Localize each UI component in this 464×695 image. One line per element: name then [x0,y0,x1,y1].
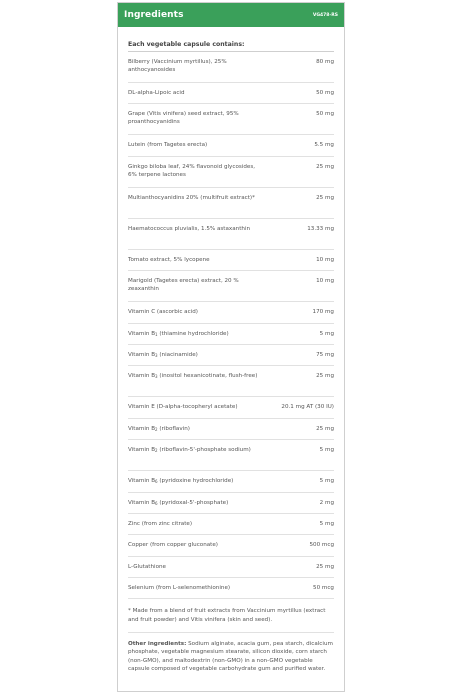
ingredient-name [128,277,258,293]
ingredient-name [128,330,258,338]
panel-header [118,3,344,27]
ingredient-name-suffix: (niacinamide) [157,351,198,358]
ingredient-name-text: Vitamin B [128,478,156,485]
ingredient-name-suffix: (pyridoxal-5'-phosphate) [157,499,229,506]
table-row [128,52,334,83]
ingredient-amount: 25 mg [316,194,334,201]
ingredient-name-text: Vitamin B [128,330,156,337]
table-row [128,135,334,156]
ingredient-name-suffix: (riboflavin-5'-phosphate sodium) [157,447,251,454]
table-row [128,471,334,492]
table-row [128,493,334,514]
table-row [128,535,334,556]
ingredient-name-text: Ginkgo biloba leaf, 24% flavonoid glycosides, 6% terpene lactones [128,163,256,178]
ingredient-amount: 500 mcg [309,542,334,549]
ingredient-amount: 25 mg [316,563,334,570]
ingredient-amount: 5 mg [319,520,334,527]
ingredient-name-text: DL-alpha-Lipoic acid [128,90,185,96]
ingredient-name [128,141,258,149]
ingredient-name-text: Lutein (from Tagetes erecta) [128,142,208,149]
ingredient-name [128,372,258,380]
ingredient-amount: 75 mg [316,351,334,358]
ingredient-name-text: Grape (Vitis vinifera) seed extract, 95% proanthocyanidins [128,111,239,126]
ingredient-name-text: Vitamin C (ascorbic acid) [128,309,198,316]
ingredient-amount: 5 mg [319,447,334,454]
ingredient-name-text: Zinc (from zinc citrate) [128,520,193,527]
ingredient-name-text: L-Glutathione [128,563,166,570]
table-row [128,104,334,135]
ingredient-amount: 10 mg [316,256,334,263]
ingredient-amount: 2 mg [319,499,334,506]
ingredient-amount: 25 mg [316,425,334,432]
panel-title: Ingredients [124,10,184,20]
vitamin-subscript: 6 [155,479,158,485]
ingredient-name-text: Vitamin B [128,373,156,380]
ingredient-amount: 5 mg [319,478,334,485]
ingredient-name-text: Vitamin B [128,499,156,506]
ingredient-name-text: Vitamin E (D-alpha-tocopheryl acetate) [128,404,238,411]
ingredient-amount: 13.33 mg [307,225,334,232]
footnote: * Made from a blend of fruit extracts from Vaccinium myrtillus (extract and fruit powder) and Vitis vinifera (skin and seed). [128,599,334,633]
ingredient-amount: 50 mg [316,90,334,96]
ingredient-name-text: Vitamin B [128,447,156,454]
table-row [128,557,334,578]
ingredient-name [128,163,258,179]
table-row [128,578,334,599]
ingredient-amount: 50 mcg [313,585,334,592]
ingredient-name-suffix: (riboflavin) [157,425,190,432]
other-ingredients-label: Other ingredients: [128,641,187,648]
ingredient-name-text: Haematococcus pluvialis, 1.5% astaxanthin [128,225,251,232]
vitamin-subscript: 6 [155,500,158,506]
ingredient-amount: 25 mg [316,163,334,170]
ingredient-name [128,584,258,592]
ingredient-name-text: Vitamin B [128,425,156,432]
ingredients-panel [117,2,345,692]
ingredient-name-suffix: (pyridoxine hydrochloride) [157,478,234,485]
ingredient-amount: 5.5 mg [314,142,334,149]
vitamin-subscript: 3 [155,352,158,358]
table-row [128,302,334,323]
ingredient-table [128,52,334,599]
ingredient-name-text: Vitamin B [128,351,156,358]
ingredient-name [128,541,258,549]
ingredient-amount: 170 mg [312,309,334,316]
ingredient-name [128,194,258,202]
ingredient-name [128,499,258,507]
ingredient-name-text: Bilberry (Vaccinium myrtillus), 25% anthocyanosides [128,59,227,73]
ingredient-name [128,403,258,411]
table-row [128,440,334,471]
ingredient-name-text: Selenium (from L-selenomethionine) [128,585,231,592]
ingredient-amount: 25 mg [316,373,334,380]
vitamin-subscript: 2 [155,426,158,432]
ingredient-name-text: Marigold (Tagetes erecta) extract, 20 % zeaxanthin [128,278,239,293]
table-row [128,188,334,219]
ingredient-amount: 5 mg [319,330,334,337]
ingredient-name [128,225,258,233]
table-row [128,250,334,271]
ingredient-name-text: Copper (from copper gluconate) [128,542,218,549]
ingredient-amount: 10 mg [316,278,334,285]
ingredient-amount: 80 mg [316,59,334,65]
table-row [128,271,334,302]
vitamin-subscript: 3 [155,374,158,380]
ingredient-name [128,110,258,126]
ingredient-name [128,520,258,528]
ingredient-amount: 50 mg [316,111,334,118]
other-ingredients-text: Sodium alginate, acacia gum, pea starch, dicalcium phosphate, vegetable magnesium stearate, silicon dioxide, corn starch (non-GMO), and maltodextrin (non-GMO) in a non-GMO vegetable capsule composed of vegetable carbohydrate gum and purified water. [128,641,333,672]
intro-line: Each vegetable capsule contains: [128,27,334,52]
vitamin-subscript: 2 [155,448,158,454]
table-row [128,397,334,418]
ingredient-name [128,425,258,433]
ingredient-name-text: Multianthocyanidins 20% (multifruit extract)* [128,194,255,201]
table-row [128,514,334,535]
ingredient-name [128,58,258,74]
ingredient-name [128,446,258,454]
ingredient-name [128,477,258,485]
other-ingredients [128,633,334,673]
ingredient-name-suffix: (inositol hexanicotinate, flush-free) [157,373,258,380]
table-row [128,219,334,250]
ingredient-name-text: Tomato extract, 5% lycopene [128,256,210,263]
table-row [128,83,334,104]
ingredient-name [128,89,258,97]
panel-content [118,27,344,673]
product-code: VG478-RS [312,12,338,18]
table-row [128,345,334,366]
table-row [128,324,334,345]
ingredient-name [128,351,258,359]
table-row [128,157,334,188]
table-row [128,419,334,440]
ingredient-name [128,563,258,571]
ingredient-name-suffix: (thiamine hydrochloride) [157,330,229,337]
ingredient-amount: 20.1 mg AT (30 IU) [281,404,334,411]
ingredient-name [128,308,258,316]
ingredient-name [128,256,258,264]
table-row [128,366,334,397]
vitamin-subscript: 1 [155,331,158,337]
